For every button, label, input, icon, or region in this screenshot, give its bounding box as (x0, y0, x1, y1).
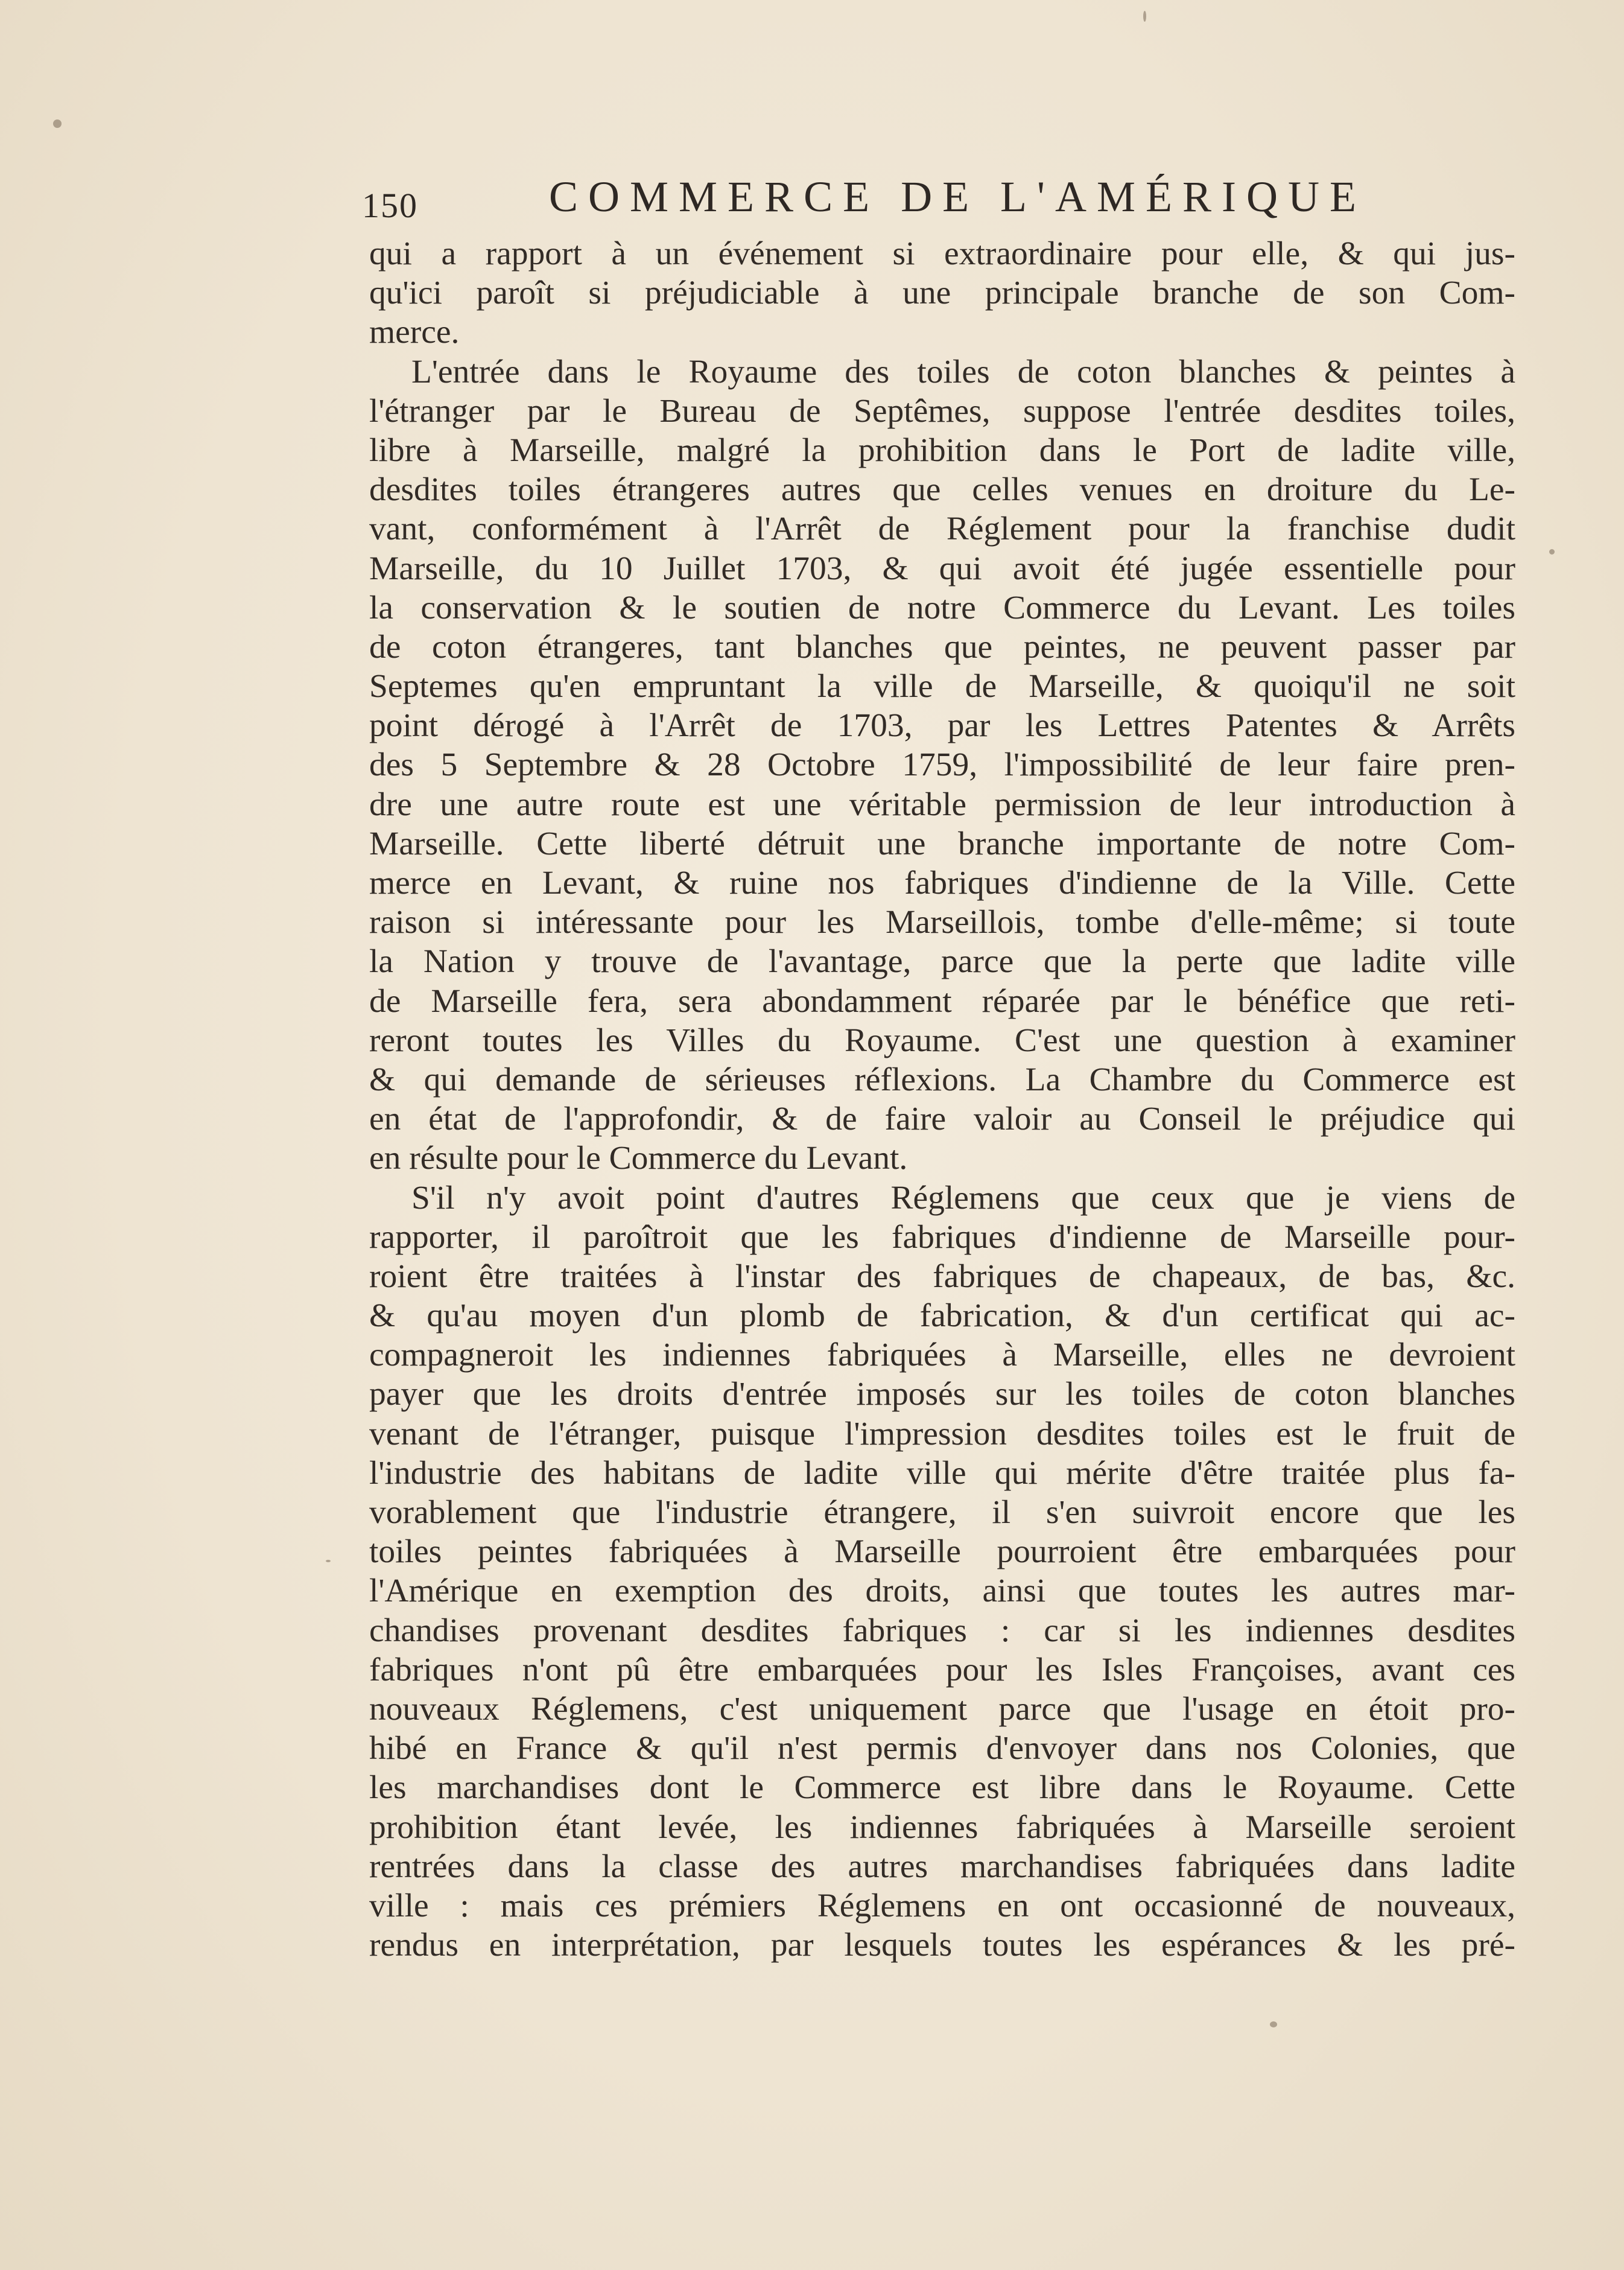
paper-speck (1549, 549, 1555, 555)
text-line: roient être traitées à l'instar des fabriques de chapeaux, de bas, &c. (369, 1257, 1515, 1295)
text-line: nouveaux Réglemens, c'est uniquement parce que l'usage en étoit pro- (369, 1690, 1515, 1728)
text-line: merce. (369, 314, 460, 351)
text-line: prohibition étant levée, les indiennes fabriquées à Marseille seroient (369, 1808, 1515, 1846)
running-title: COMMERCE DE L'AMÉRIQUE (549, 173, 1366, 221)
text-line: rendus en interprétation, par lesquels toutes les espérances & les pré- (369, 1927, 1515, 1964)
paragraph (369, 1178, 1515, 1965)
text-line: en état de l'approfondir, & de faire valoir au Conseil le préjudice qui (369, 1101, 1515, 1138)
text-line: point dérogé à l'Arrêt de 1703, par les Lettres Patentes & Arrêts (369, 707, 1515, 745)
text-line: vant, conformément à l'Arrêt de Réglement pour la franchise dudit (369, 510, 1515, 548)
text-line: desdites toiles étrangeres autres que celles venues en droiture du Le- (369, 471, 1515, 509)
text-line: des 5 Septembre & 28 Octobre 1759, l'impossibilité de leur faire pren- (369, 746, 1515, 784)
text-line: L'entrée dans le Royaume des toiles de coton blanches & peintes à (411, 353, 1515, 390)
text-line: chandises provenant desdites fabriques : car si les indiennes desdites (369, 1612, 1515, 1649)
text-line: reront toutes les Villes du Royaume. C'est une question à examiner (369, 1022, 1515, 1059)
text-line: libre à Marseille, malgré la prohibition dans le Port de ladite ville, (369, 431, 1515, 469)
text-line: la conservation & le soutien de notre Commerce du Levant. Les toiles (369, 589, 1515, 626)
text-line: l'étranger par le Bureau de Septêmes, suppose l'entrée desdites toiles, (369, 392, 1515, 430)
text-line: Septemes qu'en empruntant la ville de Marseille, & quoiqu'il ne soit (369, 668, 1515, 705)
page-number: 150 (362, 186, 418, 225)
text-line: de Marseille fera, sera abondamment réparée par le bénéfice que reti- (369, 982, 1515, 1020)
text-line: la Nation y trouve de l'avantage, parce que la perte que ladite ville (369, 943, 1515, 981)
text-line: l'industrie des habitans de ladite ville qui mérite d'être traitée plus fa- (369, 1454, 1515, 1492)
page-header (362, 172, 1508, 226)
body-text (369, 234, 1515, 1965)
paper-speck (53, 119, 62, 128)
paragraph (369, 352, 1515, 1178)
text-line: S'il n'y avoit point d'autres Réglemens que ceux que je viens de (411, 1179, 1515, 1216)
text-line: Marseille, du 10 Juillet 1703, & qui avoit été jugée essentielle pour (369, 550, 1515, 587)
text-line: & qui demande de sérieuses réflexions. La Chambre du Commerce est (369, 1061, 1515, 1098)
text-line: hibé en France & qu'il n'est permis d'envoyer dans nos Colonies, que (369, 1730, 1515, 1767)
text-line: les marchandises dont le Commerce est libre dans le Royaume. Cette (369, 1769, 1515, 1807)
text-line: dre une autre route est une véritable permission de leur introduction à (369, 786, 1515, 823)
text-line: de coton étrangeres, tant blanches que peintes, ne peuvent passer par (369, 628, 1515, 666)
text-line: l'Amérique en exemption des droits, ainsi que toutes les autres mar- (369, 1572, 1515, 1610)
paragraph (369, 234, 1515, 352)
text-line: vorablement que l'industrie étrangere, il s'en suivroit encore que les (369, 1494, 1515, 1531)
text-line: qui a rapport à un événement si extraordinaire pour elle, & qui jus- (369, 235, 1515, 272)
text-line: rapporter, il paroîtroit que les fabriques d'indienne de Marseille pour- (369, 1218, 1515, 1256)
text-line: fabriques n'ont pû être embarquées pour les Isles Françoises, avant ces (369, 1651, 1515, 1688)
text-line: & qu'au moyen d'un plomb de fabrication, & d'un certificat qui ac- (369, 1297, 1515, 1335)
paper-speck (326, 1560, 331, 1562)
text-line: Marseille. Cette liberté détruit une branche importante de notre Com- (369, 825, 1515, 862)
text-line: merce en Levant, & ruine nos fabriques d'indienne de la Ville. Cette (369, 865, 1515, 901)
text-line: payer que les droits d'entrée imposés sur les toiles de coton blanches (369, 1376, 1515, 1413)
text-line: qu'ici paroît si préjudiciable à une principale branche de son Com- (369, 275, 1515, 312)
text-line: raison si intéressante pour les Marseillois, tombe d'elle-même; si toute (369, 904, 1515, 941)
text-line: ville : mais ces prémiers Réglemens en ont occasionné de nouveaux, (369, 1887, 1515, 1924)
text-line: en résulte pour le Commerce du Levant. (369, 1140, 908, 1177)
text-line: compagneroit les indiennes fabriquées à Marseille, elles ne devroient (369, 1337, 1515, 1374)
text-line: rentrées dans la classe des autres marchandises fabriquées dans ladite (369, 1848, 1515, 1885)
paper-speck (1143, 11, 1146, 22)
text-line: venant de l'étranger, puisque l'impression desdites toiles est le fruit de (369, 1415, 1515, 1452)
paper-speck (1270, 2021, 1277, 2027)
text-line: toiles peintes fabriquées à Marseille pourroient être embarquées pour (369, 1533, 1515, 1571)
